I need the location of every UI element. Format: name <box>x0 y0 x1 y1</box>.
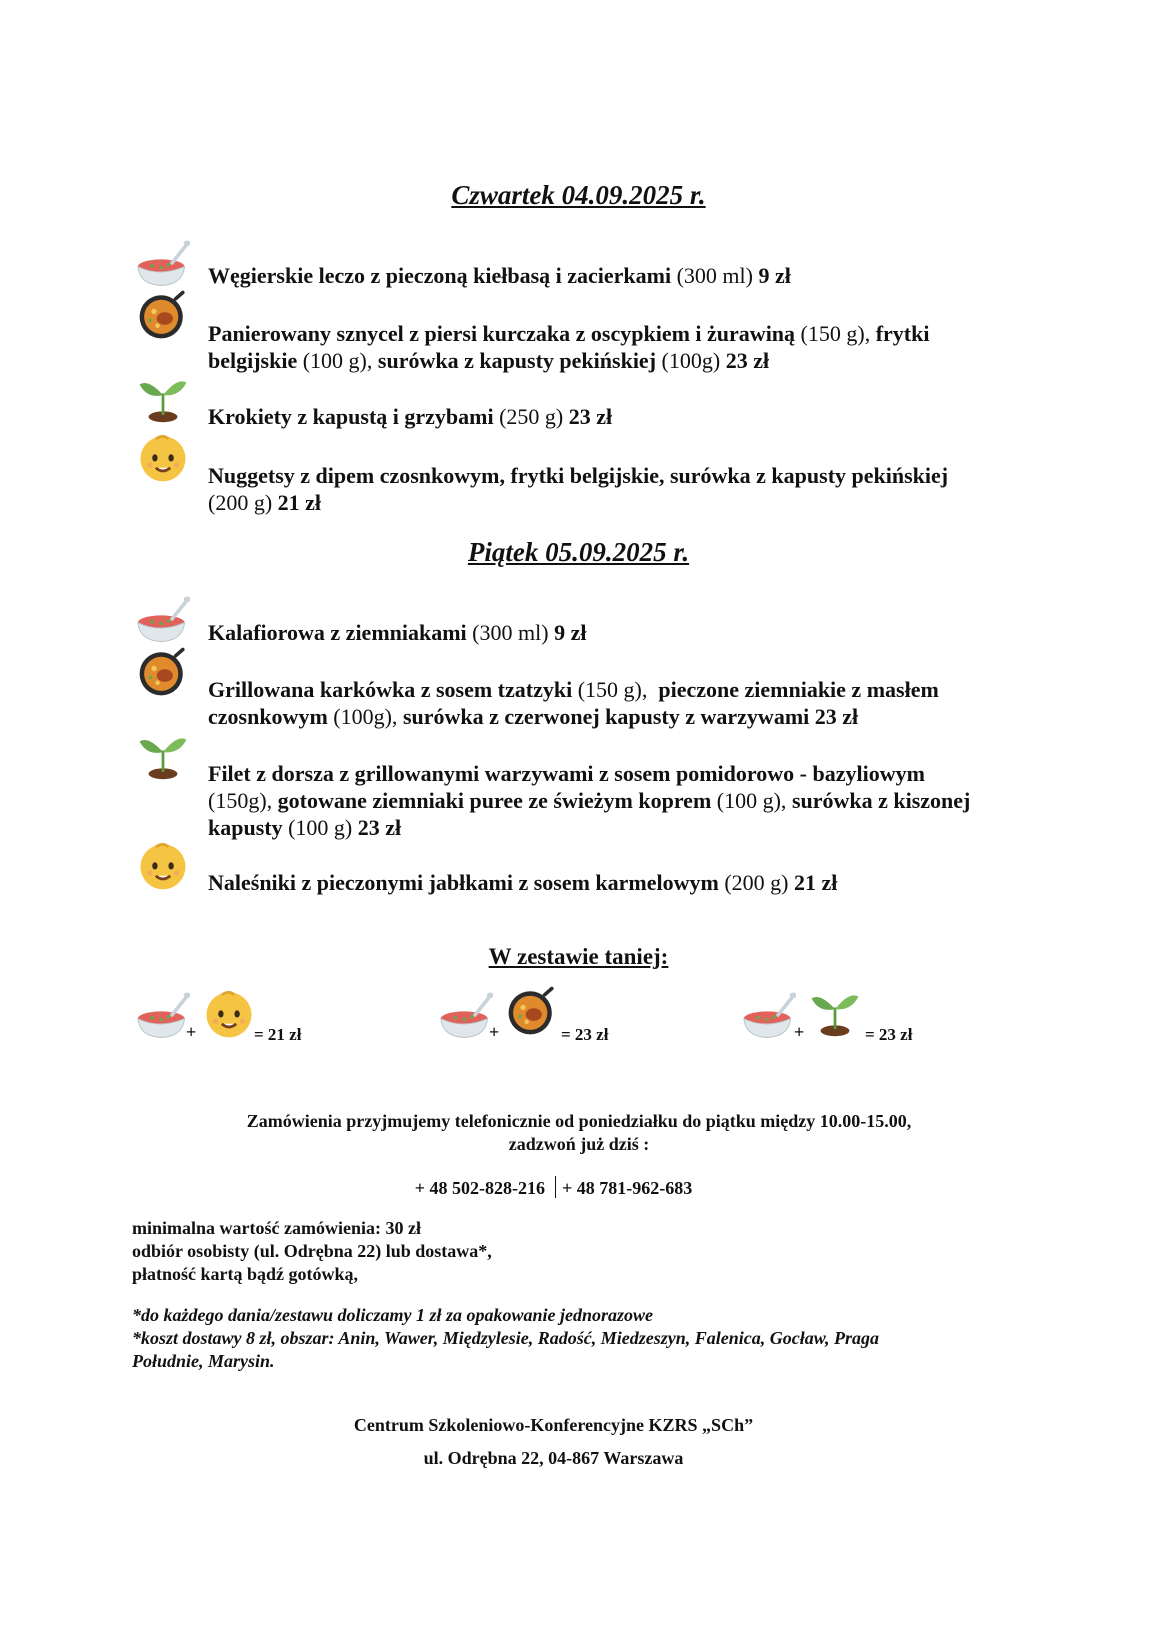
combo-plus: + <box>186 1022 197 1042</box>
day-title-friday: Piątek 05.09.2025 r. <box>467 537 690 567</box>
combo-price: = 21 zł <box>254 1025 302 1044</box>
main-dish-icon <box>136 645 190 699</box>
phone-separator <box>555 1176 556 1198</box>
soup-icon <box>439 988 493 1042</box>
day-title-thursday: Czwartek 04.09.2025 r. <box>451 180 706 210</box>
phone-1[interactable]: + 48 502-828-216 <box>414 1178 545 1198</box>
soup-icon <box>136 592 190 646</box>
footer-name: Centrum Szkoleniowo-Konferencyjne KZRS „SCh” <box>353 1415 754 1435</box>
ordering-hours: Zamówienia przyjmujemy telefonicznie od poniedziałku do piątku między 10.00-15.00, zadzwoń już dziś : <box>246 1111 912 1154</box>
dish-kids-thursday: Nuggetsy z dipem czosnkowym, frytki belgijskie, surówka z kapusty pekińskiej (200 g) 21 zł <box>208 463 949 515</box>
phone-numbers <box>0 1176 1107 1200</box>
dish-soup-friday: Kalafiorowa z ziemniakami (300 ml) 9 zł <box>208 620 587 645</box>
dish-vege-thursday: Krokiety z kapustą i grzybami (250 g) 23 zł <box>208 404 613 429</box>
combo-price: = 23 zł <box>865 1025 913 1044</box>
soup-icon <box>742 988 796 1042</box>
dish-main-friday: Grillowana karkówka z sosem tzatzyki (150 g), pieczone ziemniakie z masłem czosnkowym (100g), surówka z czerwonej kapusty z warzywami 23 zł <box>208 677 939 729</box>
notes: *do każdego dania/zestawu doliczamy 1 zł za opakowanie jednorazowe *koszt dostawy 8 zł, obszar: Anin, Wawer, Międzylesie, Radość, Miedzeszyn, Falenica, Gocław, Praga Południe, Marysin. <box>132 1305 880 1371</box>
soup-icon <box>136 236 190 290</box>
baby-face-icon <box>136 430 190 484</box>
main-dish-icon <box>505 984 559 1038</box>
combo-plus: + <box>794 1022 805 1042</box>
order-conditions: minimalna wartość zamówienia: 30 zł odbiór osobisty (ul. Odrębna 22) lub dostawa*, płatność kartą bądź gotówką, <box>132 1218 492 1284</box>
combo-price: = 23 zł <box>561 1025 609 1044</box>
sprout-icon <box>136 727 190 781</box>
soup-icon <box>136 988 190 1042</box>
phone-2[interactable]: + 48 781-962-683 <box>562 1178 693 1198</box>
baby-face-icon <box>136 838 190 892</box>
combo-title: W zestawie taniej: <box>488 944 669 969</box>
dish-vege-friday: Filet z dorsza z grillowanymi warzywami z sosem pomidorowo - bazyliowym (150g), gotowane ziemniaki puree ze świeżym koprem (100 g), surówka z kiszonej kapusty (100 g) 23 zł <box>208 761 971 840</box>
sprout-icon <box>808 984 862 1038</box>
combo-plus: + <box>489 1022 500 1042</box>
main-dish-icon <box>136 288 190 342</box>
sprout-icon <box>136 370 190 424</box>
dish-main-thursday: Panierowany sznycel z piersi kurczaka z oscypkiem i żurawiną (150 g), frytki belgijskie (100 g), surówka z kapusty pekińskiej (100g) 23 zł <box>208 321 930 373</box>
baby-face-icon <box>202 986 256 1040</box>
dish-soup-thursday: Węgierskie leczo z pieczoną kiełbasą i zacierkami (300 ml) 9 zł <box>208 263 791 288</box>
dish-kids-friday: Naleśniki z pieczonymi jabłkami z sosem karmelowym (200 g) 21 zł <box>208 870 838 895</box>
footer-address: ul. Odrębna 22, 04-867 Warszawa <box>423 1448 684 1468</box>
